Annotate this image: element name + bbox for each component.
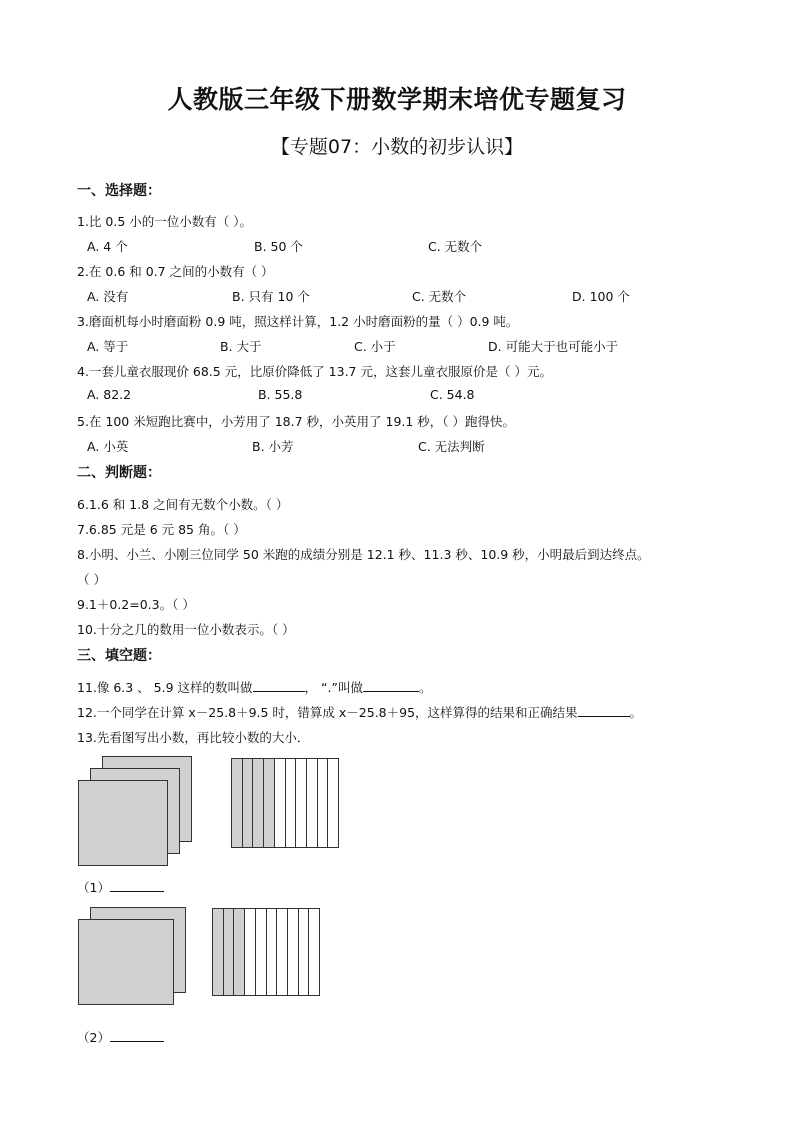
q11-blank-1[interactable] <box>253 691 305 692</box>
question-5: 5.在 100 米短跑比赛中，小芳用了 18.7 秒，小英用了 19.1 秒，（ ）跑得快。 <box>77 414 516 429</box>
q2-option-b: B. 只有 10 个 <box>232 289 310 304</box>
square-front <box>78 919 174 1005</box>
tenth-strip <box>245 909 256 995</box>
section-fill: 三、填空题： <box>77 648 161 664</box>
question-3: 3.磨面机每小时磨面粉 0.9 吨，照这样计算，1.2 小时磨面粉的量（ ）0.9 吨。 <box>77 314 519 329</box>
q12-part-1: 12.一个同学在计算 x－25.8＋9.5 时，错算成 x－25.8＋95，这样算得的结果和正确结果 <box>77 705 578 720</box>
figure-1-answer <box>77 878 164 896</box>
square-front <box>78 780 168 866</box>
tenth-strip <box>253 759 264 847</box>
q2-option-a: A. 没有 <box>87 289 129 304</box>
q1-option-a: A. 4 个 <box>87 239 128 254</box>
question-13: 13.先看图写出小数，再比较小数的大小． <box>77 730 310 745</box>
question-11 <box>77 678 431 696</box>
section-choice: 一、选择题： <box>77 183 161 199</box>
figure-2-tenths <box>212 908 320 996</box>
tenth-strip <box>275 759 286 847</box>
tenth-strip <box>224 909 235 995</box>
figure-2-answer <box>77 1028 164 1046</box>
tenth-strip <box>328 759 338 847</box>
question-10: 10.十分之几的数用一位小数表示。（ ） <box>77 622 295 637</box>
q2-option-c: C. 无数个 <box>412 289 467 304</box>
q3-option-c: C. 小于 <box>354 339 396 354</box>
figure-1-blank[interactable] <box>110 891 164 892</box>
question-6: 6.1.6 和 1.8 之间有无数个小数。（ ） <box>77 497 289 512</box>
q11-part-3: 。 <box>418 680 432 695</box>
question-1: 1.比 0.5 小的一位小数有（ ）。 <box>77 214 252 229</box>
tenth-strip <box>288 909 299 995</box>
tenth-strip <box>213 909 224 995</box>
tenth-strip <box>299 909 310 995</box>
q11-blank-2[interactable] <box>363 691 419 692</box>
question-8: 8.小明、小兰、小刚三位同学 50 米跑的成绩分别是 12.1 秒、11.3 秒、10.9 秒，小明最后到达终点。 <box>77 547 650 562</box>
question-12 <box>77 703 642 721</box>
tenth-strip <box>234 909 245 995</box>
q4-option-a: A. 82.2 <box>87 387 132 402</box>
tenth-strip <box>307 759 318 847</box>
q5-option-b: B. 小芳 <box>252 439 294 454</box>
figure-2-squares <box>78 907 188 1007</box>
q4-option-c: C. 54.8 <box>430 387 475 402</box>
q11-part-2: ， “.”叫做 <box>304 680 363 695</box>
q3-option-b: B. 大于 <box>220 339 262 354</box>
tenth-strip <box>264 759 275 847</box>
q3-option-d: D. 可能大于也可能小于 <box>488 339 619 354</box>
tenth-strip <box>243 759 254 847</box>
question-4: 4.一套儿童衣服现价 68.5 元，比原价降低了 13.7 元，这套儿童衣服原价是（ ）元。 <box>77 364 552 379</box>
tenth-strip <box>232 759 243 847</box>
q2-option-d: D. 100 个 <box>572 289 630 304</box>
figure-1-label: （1） <box>77 880 110 895</box>
page-title: 人教版三年级下册数学期末培优专题复习 <box>167 85 627 114</box>
section-judge: 二、判断题： <box>77 465 161 481</box>
q12-part-2: 。 <box>629 705 643 720</box>
tenth-strip <box>309 909 319 995</box>
q1-option-c: C. 无数个 <box>428 239 483 254</box>
question-7: 7.6.85 元是 6 元 85 角。（ ） <box>77 522 246 537</box>
question-9: 9.1＋0.2=0.3。（ ） <box>77 597 195 612</box>
figure-2-label: （2） <box>77 1030 110 1045</box>
q12-blank[interactable] <box>578 716 630 717</box>
q5-option-c: C. 无法判断 <box>418 439 485 454</box>
q11-part-1: 11.像 6.3 、 5.9 这样的数叫做 <box>77 680 253 695</box>
tenth-strip <box>286 759 297 847</box>
figure-2-blank[interactable] <box>110 1041 164 1042</box>
figure-1-squares <box>78 756 198 868</box>
q1-option-b: B. 50 个 <box>254 239 303 254</box>
question-2: 2.在 0.6 和 0.7 之间的小数有（ ） <box>77 264 274 279</box>
question-8-bracket: （ ） <box>77 572 106 587</box>
q3-option-a: A. 等于 <box>87 339 129 354</box>
tenth-strip <box>267 909 278 995</box>
q4-option-b: B. 55.8 <box>258 387 303 402</box>
tenth-strip <box>296 759 307 847</box>
tenth-strip <box>277 909 288 995</box>
tenth-strip <box>256 909 267 995</box>
figure-1-tenths <box>231 758 339 848</box>
tenth-strip <box>318 759 329 847</box>
page-subtitle: 【专题07：小数的初步认识】 <box>270 136 524 158</box>
q5-option-a: A. 小英 <box>87 439 129 454</box>
